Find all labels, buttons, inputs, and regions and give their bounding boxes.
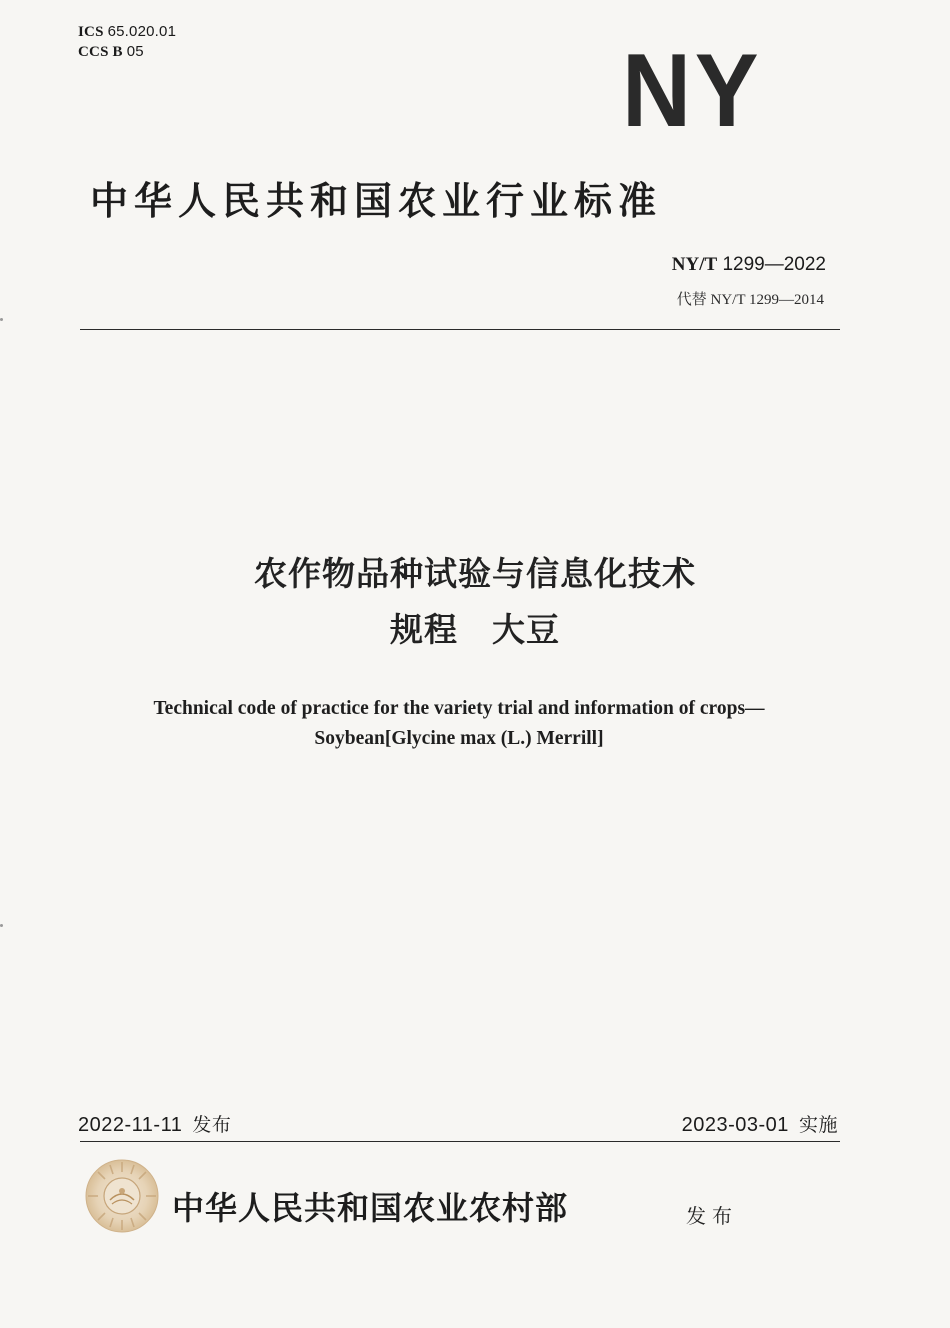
replaces-standard: 代替 NY/T 1299—2014	[676, 292, 824, 308]
ministry-seal-icon	[84, 1158, 160, 1234]
ics-code: 65.020.01	[107, 23, 177, 40]
implementation-date-label: 实施	[798, 1114, 838, 1136]
issue-date-value: 2022-11-11	[78, 1114, 183, 1136]
standard-category-title: 中华人民共和国农业行业标准	[90, 178, 663, 223]
title-en-line-2: Soybean[Glycine max (L.) Merrill]	[314, 728, 604, 749]
implementation-date-value: 2023-03-01	[681, 1114, 789, 1136]
footer-divider	[80, 1141, 840, 1142]
scan-artifact	[0, 318, 3, 321]
document-title-en	[0, 694, 918, 754]
ics-code-line	[78, 22, 176, 42]
classification-codes	[78, 22, 176, 62]
document-title-zh	[0, 546, 950, 658]
issue-date-label: 发布	[192, 1114, 232, 1136]
implementation-date	[682, 1110, 838, 1137]
title-zh-line-2: 规程 大豆	[390, 610, 560, 649]
standard-number-value: 1299—2022	[722, 254, 826, 275]
issuing-label: 发布	[686, 1204, 738, 1228]
issuing-authority: 中华人民共和国农业农村部	[172, 1189, 569, 1227]
ccs-label: CCS B	[78, 44, 123, 60]
ccs-code-line	[78, 42, 176, 62]
standard-number	[672, 254, 826, 276]
ny-logo: NY	[622, 33, 763, 149]
issue-date	[78, 1110, 231, 1137]
ics-label: ICS	[78, 24, 104, 40]
title-zh-line-1: 农作物品种试验与信息化技术	[254, 554, 696, 593]
scan-artifact	[0, 924, 3, 927]
title-en-line-1: Technical code of practice for the variety trial and information of crops—	[153, 698, 765, 719]
standard-prefix: NY/T	[671, 254, 718, 275]
header-divider	[80, 329, 840, 330]
ccs-code: 05	[126, 43, 144, 60]
